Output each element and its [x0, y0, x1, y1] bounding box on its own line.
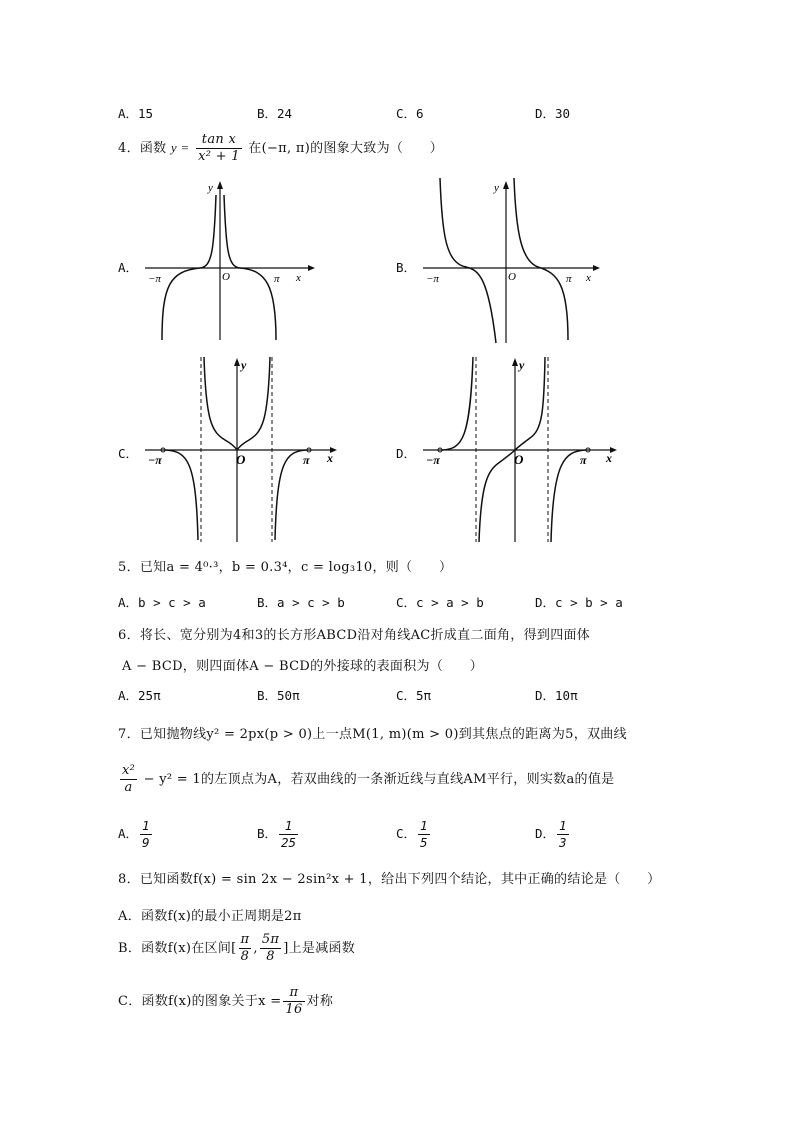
graph-b: [418, 175, 603, 345]
q7-option-a-den: 9: [142, 835, 150, 850]
q8-c-post: 对称: [306, 994, 334, 1009]
q7-option-d: [535, 818, 571, 851]
q8-b-num-2: 5π: [261, 932, 280, 947]
graph-b-pi: π: [566, 273, 572, 285]
q5-option-b: B．a > c > b: [257, 595, 345, 610]
q7-line-2: [118, 763, 614, 796]
graph-a-y-label: y: [208, 182, 213, 194]
q7-line-1: 7．已知抛物线y² = 2px(p > 0)上一点M(1, m)(m > 0)到其焦点的距离为5，双曲线: [118, 727, 627, 742]
q6-option-c: C．5π: [396, 688, 432, 703]
q8-stem: 8．已知函数f(x) = sin 2x − 2sin²x + 1，给出下列四个结论，其中正确的结论是（ ）: [118, 872, 661, 887]
q8-b-post: ]上是减函数: [283, 941, 356, 956]
graph-a-x-arrow: [308, 265, 315, 271]
q7-option-c-prefix: C．: [396, 826, 417, 841]
graph-c-origin: O: [236, 452, 246, 467]
graph-c-branch-1: [165, 450, 198, 540]
q3-option-d: D．30: [535, 106, 571, 121]
q7-option-b-den: 25: [281, 835, 297, 850]
graph-b-x-arrow: [593, 265, 600, 271]
q7-option-d-den: 3: [559, 835, 567, 850]
q7-line-2-rest: − y² = 1的左顶点为A，若双曲线的一条渐近线与直线AM平行，则实数a的值是: [143, 772, 615, 787]
graph-d: [418, 352, 623, 547]
q8-b-pre: B．函数f(x)在区间[: [118, 941, 237, 956]
q8-option-a: A．函数f(x)的最小正周期是2π: [118, 909, 302, 924]
graph-b-left-branch: [440, 178, 496, 343]
q7-option-d-prefix: D．: [535, 826, 556, 841]
graph-d-x-label: x: [606, 451, 612, 465]
q3-option-b: B．24: [257, 106, 293, 121]
graph-d-pi: π: [580, 453, 587, 467]
graph-d-origin: O: [514, 452, 524, 467]
q8-b-den-1: 8: [240, 949, 250, 964]
q4-fraction: [196, 132, 242, 165]
q6-option-b: B．50π: [257, 688, 300, 703]
q7-option-a: [118, 818, 154, 851]
q3-option-a: A．15: [118, 106, 154, 121]
q4-frac-den: x² + 1: [198, 149, 240, 164]
graph-b-y-arrow: [503, 181, 509, 189]
graph-b-x-label: x: [586, 272, 591, 284]
q7-frac-num: x²: [122, 763, 136, 778]
q8-option-c: [118, 985, 333, 1018]
graph-c: [140, 352, 340, 547]
graph-a-pi: π: [274, 273, 280, 285]
q7-option-d-num: 1: [559, 818, 567, 833]
graph-c-y-arrow: [234, 358, 240, 366]
q7-option-c-num: 1: [420, 818, 428, 833]
graph-b-origin: O: [508, 271, 516, 283]
graph-d-y-arrow: [512, 358, 518, 366]
q7-fraction: [120, 763, 137, 796]
q8-b-den-2: 8: [266, 949, 275, 964]
q6-option-a: A．25π: [118, 688, 161, 703]
q8-option-b: [118, 932, 355, 965]
graph-a: [140, 175, 315, 345]
q6-option-d: D．10π: [535, 688, 578, 703]
q3-option-c: C．6: [396, 106, 424, 121]
q8-c-num: π: [283, 985, 304, 1002]
graph-b-neg-pi: −π: [426, 273, 439, 285]
graph-a-y-arrow: [217, 181, 223, 189]
graph-c-y-label: y: [241, 358, 247, 372]
q8-c-den: 16: [285, 1002, 303, 1017]
graph-c-label: C．: [118, 446, 139, 461]
q7-option-c: [396, 818, 432, 851]
q8-b-comma: ,: [253, 941, 258, 956]
graph-b-right-branch: [514, 178, 568, 340]
q4-frac-num: tan x: [196, 132, 242, 149]
q7-option-b: [257, 818, 300, 851]
q5-option-a: A．b > c > a: [118, 595, 206, 610]
graph-d-label: D．: [396, 446, 417, 461]
graph-c-pi: π: [303, 453, 310, 467]
graph-d-neg-pi: −π: [426, 453, 440, 467]
graph-a-origin: O: [222, 271, 230, 283]
q5-option-d: D．c > b > a: [535, 595, 623, 610]
q5-stem: 5．已知a = 4⁰·³，b = 0.3⁴，c = log₃10，则（ ）: [118, 560, 453, 575]
q4-stem: [118, 132, 443, 165]
q4-func-lhs: y =: [170, 140, 190, 155]
q7-option-c-den: 5: [420, 835, 428, 850]
q4-interval: 在(−π, π)的图象大致为（ ）: [248, 141, 444, 156]
q7-option-a-num: 1: [142, 818, 150, 833]
q8-c-pre: C．函数f(x)的图象关于x =: [118, 994, 282, 1009]
graph-b-y-label: y: [494, 182, 499, 194]
graph-d-y-label: y: [519, 358, 525, 372]
graph-a-label: A．: [118, 260, 139, 275]
q5-option-c: C．c > a > b: [396, 595, 484, 610]
graph-d-branch-1: [442, 357, 473, 450]
q6-line-1: 6．将长、宽分别为4和3的长方形ABCD沿对角线AC折成直二面角，得到四面体: [118, 628, 591, 643]
graph-b-label: B．: [396, 260, 417, 275]
q7-option-b-prefix: B．: [257, 826, 278, 841]
graph-a-x-label: x: [296, 272, 301, 284]
q7-option-a-prefix: A．: [118, 826, 139, 841]
q7-frac-den: a: [124, 780, 133, 795]
q8-b-num-1: π: [240, 932, 250, 947]
q7-option-b-num: 1: [279, 818, 298, 835]
graph-c-x-label: x: [327, 451, 333, 465]
graph-a-neg-pi: −π: [148, 273, 161, 285]
q6-line-2: A − BCD，则四面体A − BCD的外接球的表面积为（ ）: [122, 659, 484, 674]
q4-number: 4．函数: [118, 141, 167, 156]
graph-c-neg-pi: −π: [148, 453, 162, 467]
